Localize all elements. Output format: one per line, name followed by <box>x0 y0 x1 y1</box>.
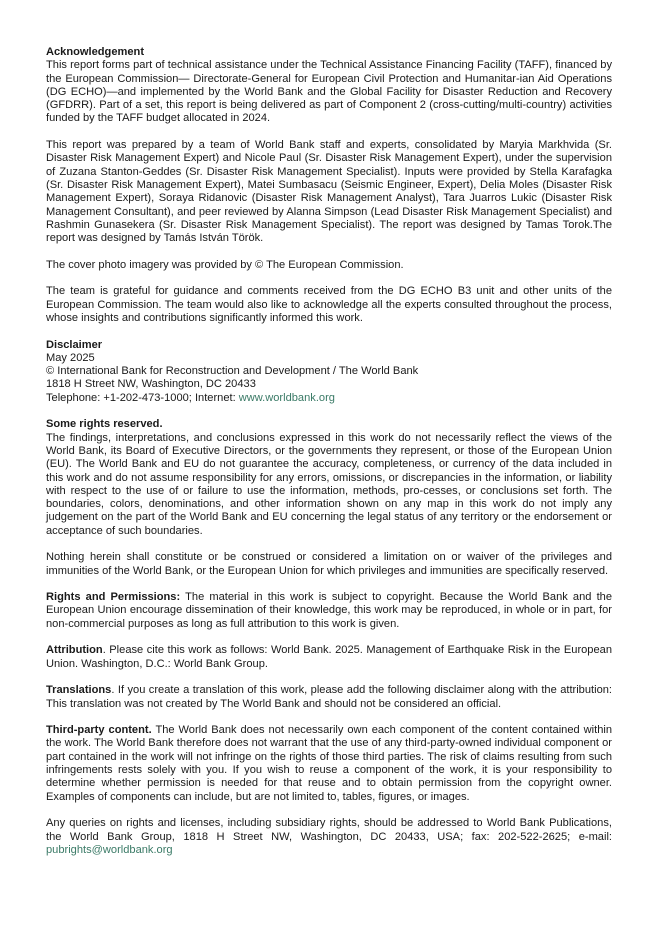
rights-permissions-section <box>46 591 612 631</box>
rights-permissions-paragraph <box>46 591 612 631</box>
rights-reserved-section <box>46 418 612 538</box>
translations-text: . If you create a translation of this work, please add the following disclaimer along with the attribution: This translation was not created by The World Bank and should not be considered an official. <box>46 684 612 710</box>
third-party-content-paragraph <box>46 724 612 804</box>
translations-section <box>46 684 612 711</box>
postal-address: 1818 H Street NW, Washington, DC 20433 <box>46 378 256 391</box>
queries-text: Any queries on rights and licenses, including subsidiary rights, should be addressed to World Bank Publications, the World Bank Group, 1818 H Street NW, Washington, DC 20433, USA; fax: 202-522-2625; e-mail: <box>46 817 612 843</box>
translations-paragraph <box>46 684 612 711</box>
cover-photo-credit: The cover photo imagery was provided by © The European Commission. <box>46 258 404 271</box>
queries-paragraph <box>46 817 612 857</box>
website-link[interactable]: www.worldbank.org <box>238 391 335 404</box>
privileges-immunities-paragraph: Nothing herein shall constitute or be construed or considered a limitation on or waiver of the privileges and immunities of the World Bank, or the European Union for which privileges and immunities are specifically reserved. <box>46 551 612 577</box>
rights-reserved-paragraph: The findings, interpretations, and conclusions expressed in this work do not necessarily reflect the views of the World Bank, its Board of Executive Directors, or the governments they represent, or those of the European Union (EU). The World Bank and EU do not guarantee the accuracy, completeness, or currency of the data included in this work and do not assume responsibility for any errors, omissions, or discrepancies in the information, or liability with respect to the use of or failure to use the information, methods, pro-cesses, or conclusions set forth. The boundaries, colors, denominations, and other information shown on any map in this work do not imply any judgement on the part of the World Bank and EU concerning the legal status of any territory or the endorsement or acceptance of such boundaries. <box>46 431 612 537</box>
attribution-text: . Please cite this work as follows: World Bank. 2025. Management of Earthquake Risk in the European Union. Washington, D.C.: World Bank Group. <box>46 644 612 670</box>
gratitude-section <box>46 285 612 325</box>
queries-section <box>46 817 612 857</box>
third-party-content-label: Third-party content. <box>46 724 152 737</box>
acknowledgement-section <box>46 46 612 126</box>
attribution-section <box>46 644 612 671</box>
acknowledgement-paragraph-team: This report was prepared by a team of World Bank staff and experts, consolidated by Maryia Markhvida (Sr. Disaster Risk Management Expert) and Nicole Paul (Sr. Disaster Risk Management Expert), under the supervision of Zuzana Stanton-Geddes (Sr. Disaster Risk Management Specialist). Inputs were provided by Stella Karafagka (Sr. Disaster Risk Management Expert), Matei Sumbasacu (Seismic Engineer, Expert), Delia Moles (Disaster Risk Management Expert), Soraya Ridanovic (Disaster Risk Management Analyst), Tara Juarros Lukic (Disaster Risk Management Consultant), and peer reviewed by Alanna Simpson (Lead Disaster Risk Management Specialist) and Rashmin Gunasekera (Sr. Disaster Risk Management Specialist). The report was designed by Tamas Torok.The report was designed by Tamás István Török. <box>46 139 612 245</box>
copyright-page <box>46 46 612 870</box>
acknowledgement-paragraph-taff: This report forms part of technical assistance under the Technical Assistance Financing Facility (TAFF), financed by the European Commission— Directorate-General for European Civil Protection and Humanitar-ian Aid Operations (DG ECHO)—and implemented by the World Bank and the Global Facility for Disaster Reduction and Recovery (GFDRR). Part of a set, this report is being delivered as part of Component 2 (cross-cutting/multi-country) activities funded by the TAFF budget allocated in 2024. <box>46 59 612 125</box>
rights-permissions-text: The material in this work is subject to copyright. Because the World Bank and the European Union encourage dissemination of their knowledge, this work may be reproduced, in whole or in part, for non-commercial purposes as long as full attribution to this work is given. <box>46 591 612 630</box>
attribution-label: Attribution <box>46 644 103 657</box>
publication-date: May 2025 <box>46 351 95 364</box>
translations-label: Translations <box>46 684 112 697</box>
contact-telephone: Telephone: +1-202-473-1000; Internet: <box>46 391 239 404</box>
rights-permissions-label: Rights and Permissions: <box>46 591 181 604</box>
disclaimer-heading: Disclaimer <box>46 338 103 351</box>
acknowledgement-paragraph-gratitude: The team is grateful for guidance and comments received from the DG ECHO B3 unit and other units of the European Commission. The team would also like to acknowledge all the experts consulted throughout the process, whose insights and contributions significantly informed this work. <box>46 285 612 324</box>
third-party-content-section <box>46 724 612 804</box>
team-credits-section <box>46 139 612 245</box>
contact-line <box>46 392 612 405</box>
acknowledgement-heading: Acknowledgement <box>46 46 145 58</box>
disclaimer-section <box>46 339 612 405</box>
privileges-immunities-section <box>46 551 612 578</box>
cover-photo-credit-section <box>46 259 612 272</box>
third-party-content-text: The World Bank does not necessarily own each component of the content contained within the work. The World Bank therefore does not warrant that the use of any third-party-owned individual component or part contained in the work will not infringe on the rights of those third parties. The risk of claims resulting from such infringements rests solely with you. If you wish to reuse a component of the work, it is your responsibility to determine whether permission is needed for that reuse and to obtain permission from the copyright owner. Examples of components can include, but are not limited to, tables, figures, or images. <box>46 724 612 803</box>
copyright-holder: © International Bank for Reconstruction and Development / The World Bank <box>46 365 419 378</box>
attribution-paragraph <box>46 644 612 671</box>
rights-reserved-heading: Some rights reserved. <box>46 418 163 431</box>
email-link[interactable]: pubrights@worldbank.org <box>46 843 173 856</box>
